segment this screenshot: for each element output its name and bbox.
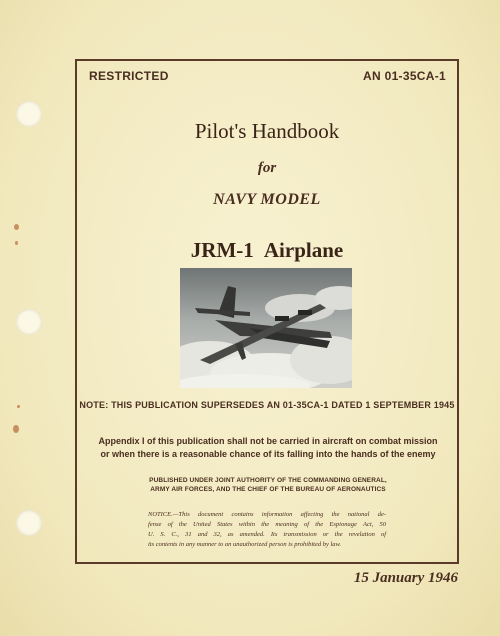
punch-hole-middle — [16, 309, 42, 335]
notice-line: U. S. C., 31 and 32, as amended. Its transmission or the revelation of — [148, 531, 386, 538]
seaplane-over-clouds-image — [180, 268, 352, 388]
published-line: PUBLISHED UNDER JOINT AUTHORITY OF THE COMMANDING GENERAL, — [149, 477, 387, 484]
navy-model-label: NAVY MODEL — [213, 191, 321, 208]
appendix-warning — [98, 435, 438, 461]
document-number: AN 01-35CA-1 — [363, 69, 446, 83]
classification-label: RESTRICTED — [89, 69, 169, 83]
rust-stain — [17, 405, 20, 408]
punch-hole-top — [16, 101, 42, 127]
aircraft-photo — [180, 268, 352, 388]
title-for: for — [257, 160, 277, 176]
notice-line: its contents in any manner to an unauthorized person is prohibited by law. — [148, 541, 342, 548]
publication-date: 15 January 1946 — [353, 570, 458, 586]
notice-line: fense of the United States within the meaning of the Espionage Act, 50 — [148, 521, 386, 528]
appendix-line: or when there is a reasonable chance of its falling into the hands of the enemy — [100, 449, 436, 459]
rust-stain — [13, 425, 19, 433]
appendix-line: Appendix I of this publication shall not be carried in aircraft on combat mission — [98, 436, 438, 446]
handbook-title: Pilot's Handbook — [194, 119, 340, 143]
rust-stain — [15, 241, 18, 245]
rust-stain — [14, 224, 19, 230]
aircraft-name: JRM-1 Airplane — [190, 238, 344, 262]
notice-line: NOTICE.—This document contains information affecting the national de- — [148, 511, 386, 518]
punch-hole-bottom — [16, 510, 42, 536]
published-line: ARMY AIR FORCES, AND THE CHIEF OF THE BUREAU OF AERONAUTICS — [150, 486, 386, 493]
supersedes-note: NOTE: THIS PUBLICATION SUPERSEDES AN 01-35CA-1 DATED 1 SEPTEMBER 1945 — [79, 400, 455, 410]
espionage-notice — [148, 510, 386, 550]
published-authority — [120, 476, 416, 494]
